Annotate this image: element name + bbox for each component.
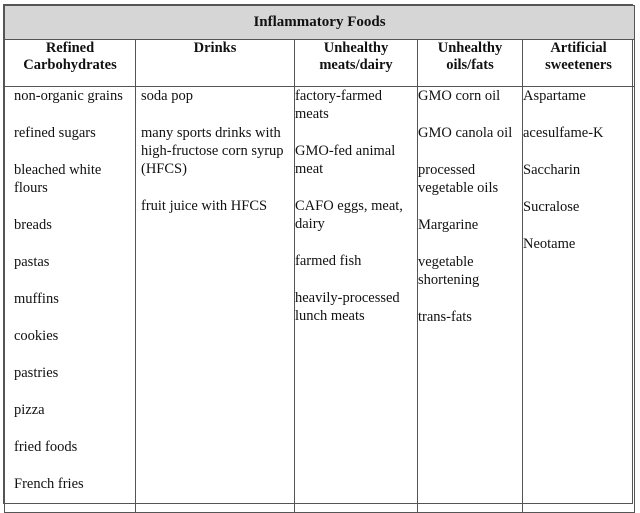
list-item: Saccharin [523,162,581,178]
column-header-refined-carbohydrates [5,40,136,87]
column-header-drinks [136,40,295,87]
table-title-row [5,6,635,40]
column-cell-drinks [136,87,295,513]
header-line: Carbohydrates [23,57,117,73]
list-item: Neotame [523,236,576,252]
list-item: pastries [14,365,59,381]
column-header-artificial-sweeteners [523,40,635,87]
list-item: soda pop [141,88,193,104]
inflammatory-foods-table-frame [3,4,633,504]
list-item: vegetable shortening [418,254,480,288]
list-item: GMO-fed animal meat [295,143,396,177]
list-item: many sports drinks with high-fructose corn syrup (HFCS) [141,125,284,177]
list-item: cookies [14,328,59,344]
header-line: Refined [45,40,95,56]
list-item: Sucralose [523,199,580,215]
inflammatory-foods-table [4,5,635,513]
header-line: sweeteners [545,57,612,73]
table-title: Inflammatory Foods [5,6,635,40]
list-item: non-organic grains [14,88,123,104]
list-item: trans-fats [418,309,472,325]
list-item: bleached white flours [14,162,102,196]
list-item: fried foods [14,439,78,455]
table-body-row [5,87,635,513]
header-line: Artificial [550,40,607,56]
list-item: pastas [14,254,50,270]
header-line: meats/dairy [319,57,393,73]
column-header-unhealthy-meats-dairy [295,40,418,87]
list-item: farmed fish [295,253,362,269]
list-item: Aspartame [523,88,586,104]
header-line: Drinks [193,40,237,56]
list-item: muffins [14,291,59,307]
list-item: GMO corn oil [418,88,501,104]
column-header-unhealthy-oils-fats [418,40,523,87]
column-cell-refined-carbohydrates [5,87,136,513]
list-item: factory-farmed meats [295,88,382,122]
list-item: CAFO eggs, meat, dairy [295,198,403,232]
column-header-row [5,40,635,87]
header-line: oils/fats [446,57,494,73]
list-item: processed vegetable oils [418,162,499,196]
header-line: Unhealthy [323,40,389,56]
list-item: Margarine [418,217,479,233]
list-item: breads [14,217,52,233]
list-item: French fries [14,476,84,492]
header-line: Unhealthy [437,40,503,56]
list-item: GMO canola oil [418,125,513,141]
list-item: refined sugars [14,125,96,141]
list-item: pizza [14,402,45,418]
column-cell-artificial-sweeteners [523,87,635,513]
list-item: heavily-processed lunch meats [295,290,400,324]
list-item: acesulfame-K [523,125,604,141]
column-cell-unhealthy-meats-dairy [295,87,418,513]
list-item: fruit juice with HFCS [141,198,268,214]
column-cell-unhealthy-oils-fats [418,87,523,513]
